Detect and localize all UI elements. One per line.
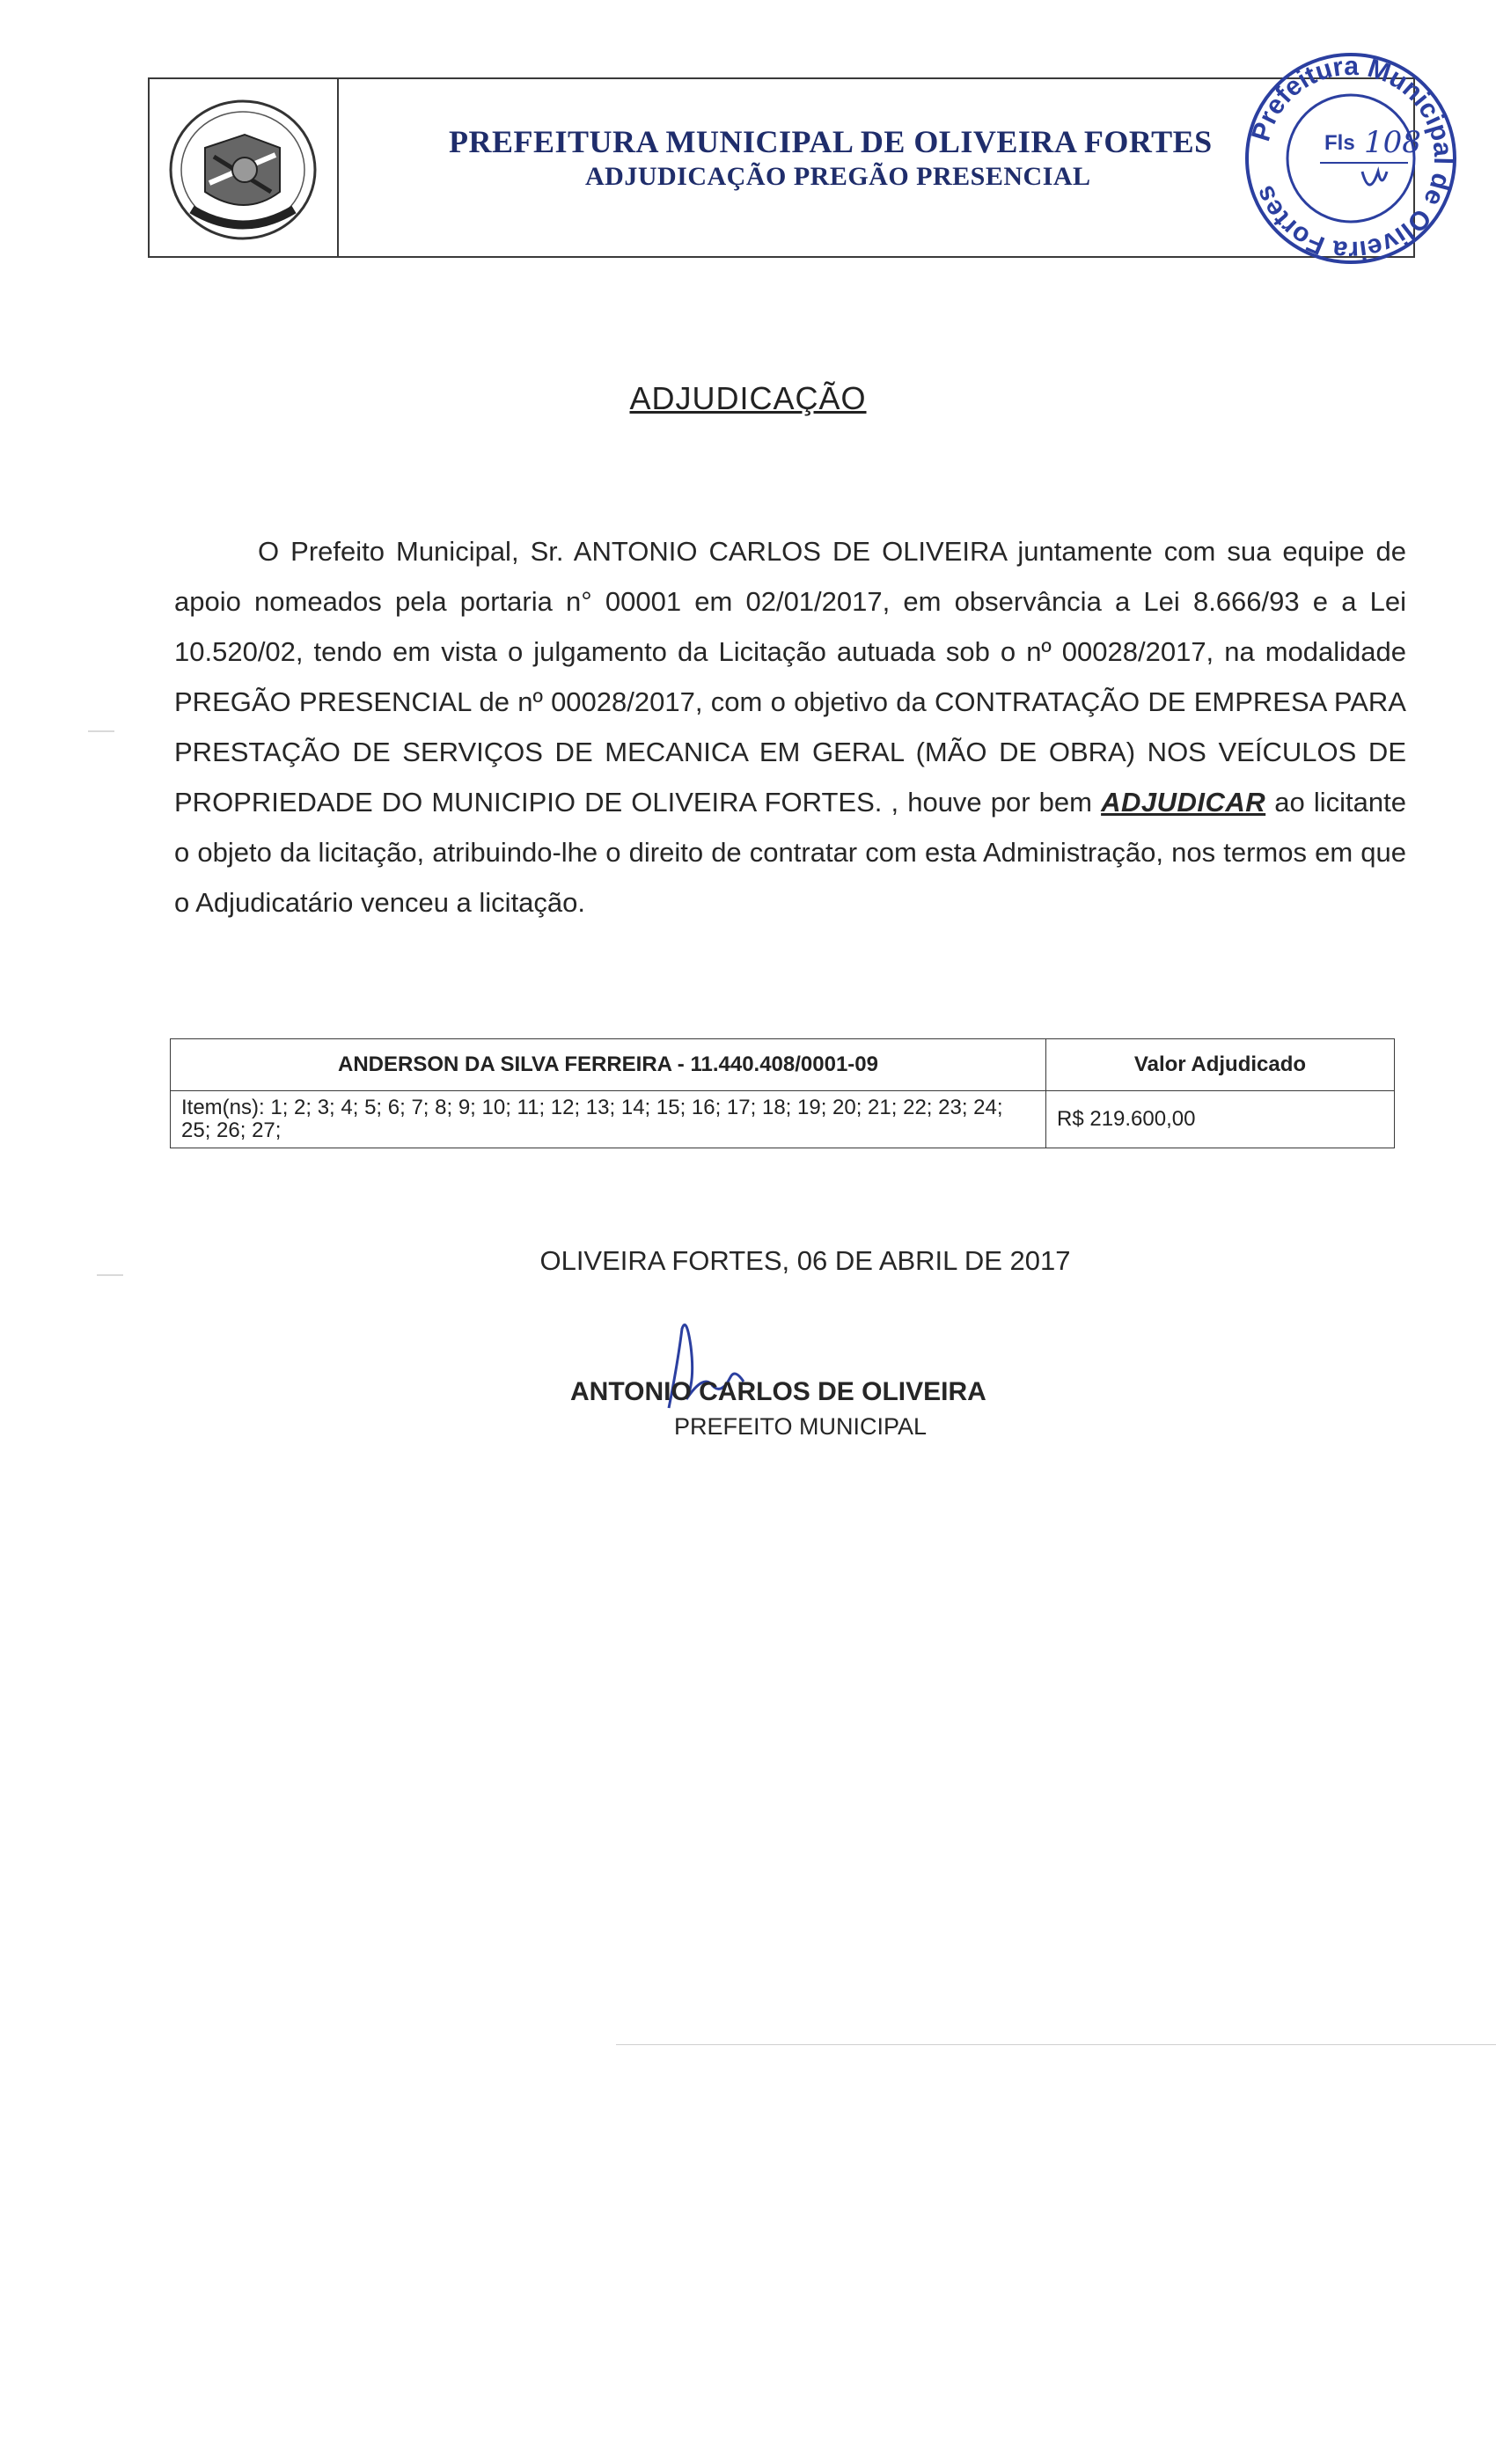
paragraph-text-after: ao licitante o objeto da licitação, atribuindo-lhe o direito de contratar com esta Administração, nos termos em que o Adjudicatário venceu a licitação.: [174, 787, 1406, 918]
document-title: ADJUDICAÇÃO: [629, 380, 867, 416]
header-subtitle: ADJUDICAÇÃO PREGÃO PRESENCIAL: [585, 162, 1091, 191]
signer-role: PREFEITO MUNICIPAL: [674, 1413, 928, 1440]
adjudication-table: [170, 1038, 1395, 1148]
scan-artifact-mark: [88, 730, 114, 732]
items-cell: Item(ns): 1; 2; 3; 4; 5; 6; 7; 8; 9; 10; 11; 12; 13; 14; 15; 16; 17; 18; 19; 20; 21; 22; 23; 24; 25; 26; 27;: [171, 1091, 1046, 1148]
header-title: PREFEITURA MUNICIPAL DE OLIVEIRA FORTES: [449, 124, 1213, 159]
svg-text:Fls: Fls: [1324, 131, 1355, 155]
handwritten-signature-icon: [651, 1311, 757, 1426]
paragraph-text-before: O Prefeito Municipal, Sr. ANTONIO CARLOS DE OLIVEIRA juntamente com sua equipe de apoio nomeados pela portaria n° 00001 em 02/01/2017, em observância a Lei 8.666/93 e a Lei 10.520/02, tendo em vista o julgamento da Licitação autuada sob o nº 00028/2017, na modalidade PREGÃO PRESENCIAL de nº 00028/2017, com o objetivo da CONTRATAÇÃO DE EMPRESA PARA PRESTAÇÃO DE SERVIÇOS DE MECANICA EM GERAL (MÃO DE OBRA) NOS VEÍCULOS DE PROPRIEDADE DO MUNICIPIO DE OLIVEIRA FORTES. , houve por bem: [174, 536, 1406, 818]
page-number-stamp-icon: [1232, 40, 1470, 277]
date-line: OLIVEIRA FORTES, 06 DE ABRIL DE 2017: [539, 1245, 1071, 1276]
document-header: [148, 77, 1415, 258]
table-row: [171, 1091, 1395, 1148]
scan-artifact-line: [616, 2044, 1496, 2045]
value-cell: R$ 219.600,00: [1046, 1091, 1395, 1148]
value-header: Valor Adjudicado: [1046, 1039, 1395, 1091]
svg-text:108: 108: [1364, 125, 1421, 160]
adjudicar-emphasis: ADJUDICAR: [1101, 787, 1266, 818]
table-header-row: [171, 1039, 1395, 1091]
signer-name: ANTONIO CARLOS DE OLIVEIRA: [570, 1377, 986, 1406]
scan-artifact-mark: [97, 1274, 123, 1276]
svg-text:Prefeitura Municipal de Olivei: Prefeitura Municipal de Oliveira Fortes: [1246, 51, 1458, 266]
supplier-header: ANDERSON DA SILVA FERREIRA - 11.440.408/0001-09: [171, 1039, 1046, 1091]
adjudication-paragraph: [174, 526, 1406, 928]
header-divider: [337, 79, 339, 256]
municipal-crest-icon: [157, 86, 329, 250]
